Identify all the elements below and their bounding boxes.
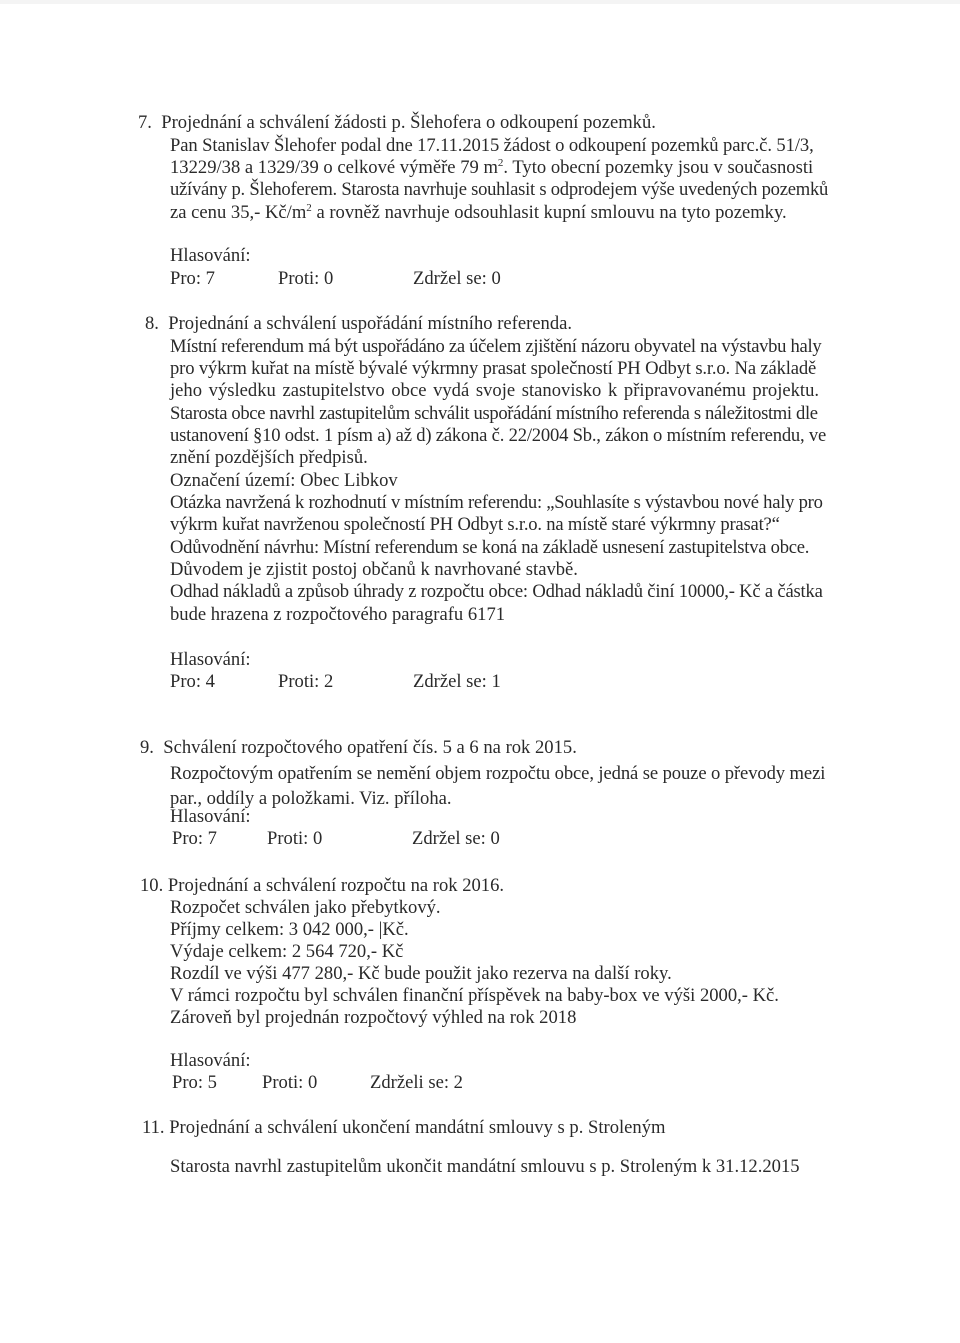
paragraph-line: Důvodem je zjistit postoj občanů k navrhované stavbě.	[170, 559, 578, 580]
section-title: Projednání a schválení uspořádání místního referenda.	[168, 313, 573, 334]
section-heading	[145, 313, 572, 335]
paragraph-line: Příjmy celkem: 3 042 000,- |Kč.	[170, 919, 409, 940]
vote-against: Proti: 0	[262, 1072, 318, 1093]
vote-label: Hlasování:	[170, 649, 251, 670]
paragraph-line: užívány p. Šlehoferem. Starosta navrhuje souhlasit s odprodejem výše uvedených pozemků	[170, 179, 829, 200]
vote-against: Proti: 0	[278, 268, 334, 289]
paragraph-line: Starosta navrhl zastupitelům ukončit mandátní smlouvu s p. Stroleným k 31.12.2015	[170, 1156, 800, 1177]
paragraph-line: ustanovení §10 odst. 1 písm a) až d) zákona č. 22/2004 Sb., zákon o místním referendu, ve	[170, 425, 827, 446]
section-heading	[140, 875, 504, 897]
vote-label: Hlasování:	[170, 806, 251, 827]
paragraph-line: 13229/38 a 1329/39 o celkové výměře 79 $m^2$. Tyto obecní pozemky jsou v současnosti	[170, 156, 814, 178]
section-title: Projednání a schválení rozpočtu na rok 2016.	[167, 875, 505, 896]
section-title: Projednání a schválení ukončení mandátní smlouvy s p. Stroleným	[169, 1117, 666, 1138]
paragraph-line: Starosta obce navrhl zastupitelům schválit uspořádání místního referenda s náležitostmi dle	[170, 403, 818, 424]
section-number: 11.	[142, 1117, 165, 1138]
section-heading	[138, 112, 656, 134]
paragraph-line: znění pozdějších předpisů.	[170, 447, 368, 468]
vote-for: Pro: 5	[172, 1072, 217, 1093]
vote-abstain: Zdržel se: 0	[412, 828, 500, 849]
section-heading	[142, 1117, 666, 1139]
vote-abstain: Zdrželi se: 2	[370, 1072, 463, 1093]
paragraph-line: za cenu 35,- $Kč/m^2$ a rovněž navrhuje odsouhlasit kupní smlouvu na tyto pozemky.	[170, 201, 787, 223]
paragraph-line: V rámci rozpočtu byl schválen finanční příspěvek na baby-box ve výši 2000,- Kč.	[170, 985, 779, 1006]
paragraph-line: Odhad nákladů a způsob úhrady z rozpočtu obce: Odhad nákladů činí 10000,- Kč a částka	[170, 581, 823, 602]
section-number: 7.	[138, 112, 152, 133]
vote-for: Pro: 7	[172, 828, 217, 849]
section-number: 8.	[145, 313, 159, 334]
paragraph-line: bude hrazena z rozpočtového paragrafu 6171	[170, 604, 506, 625]
vote-for: Pro: 7	[170, 268, 215, 289]
superscript: 2	[306, 201, 312, 214]
vote-against: Proti: 0	[267, 828, 323, 849]
vote-label: Hlasování:	[170, 1050, 251, 1071]
paragraph-line: Zároveň byl projednán rozpočtový výhled na rok 2018	[170, 1007, 577, 1028]
vote-abstain: Zdržel se: 0	[413, 268, 501, 289]
paragraph-line: Výdaje celkem: 2 564 720,- Kč	[170, 941, 404, 962]
paragraph-line: pro výkrm kuřat na místě bývalé výkrmny prasat společností PH Odbyt s.r.o. Na základě	[170, 358, 817, 379]
paragraph-line: Rozpočet schválen jako přebytkový.	[170, 897, 441, 918]
vote-abstain: Zdržel se: 1	[413, 671, 501, 692]
section-number: 10.	[140, 875, 164, 896]
paragraph-line: par., oddíly a položkami. Viz. příloha.	[170, 788, 452, 809]
paragraph-line: výkrm kuřat navrženou společností PH Odbyt s.r.o. na místě staré výkrmny prasat?“	[170, 514, 780, 535]
paragraph-line: Otázka navržená k rozhodnutí v místním referendu: „Souhlasíte s výstavbou nové haly pro	[170, 492, 823, 513]
paragraph-line: Pan Stanislav Šlehofer podal dne 17.11.2015 žádost o odkoupení pozemků parc.č. 51/3,	[170, 135, 814, 156]
page-top-edge	[0, 0, 960, 4]
paragraph-line: Odůvodnění návrhu: Místní referendum se koná na základě usnesení zastupitelstva obce.	[170, 537, 810, 558]
vote-against: Proti: 2	[278, 671, 334, 692]
vote-label: Hlasování:	[170, 245, 251, 266]
paragraph-line: Místní referendum má být uspořádáno za účelem zjištění názoru obyvatel na výstavbu haly	[170, 336, 822, 357]
section-number: 9.	[140, 737, 154, 758]
section-heading	[140, 737, 577, 759]
paragraph-line: Označení území: Obec Libkov	[170, 470, 398, 491]
superscript: 2	[497, 156, 504, 169]
section-title: Projednání a schválení žádosti p. Šlehofera o odkoupení pozemků.	[161, 112, 656, 133]
vote-for: Pro: 4	[170, 671, 215, 692]
paragraph-line: Rozpočtovým opatřením se nemění objem rozpočtu obce, jedná se pouze o převody mezi	[170, 763, 826, 784]
paragraph-line: Rozdíl ve výši 477 280,- Kč bude použit jako rezerva na další roky.	[170, 963, 672, 984]
section-title: Schválení rozpočtového opatření čís. 5 a 6 na rok 2015.	[163, 737, 577, 758]
paragraph-line: jeho výsledku zastupitelstvo obce vydá svoje stanovisko k připravovanému projektu.	[170, 380, 820, 401]
